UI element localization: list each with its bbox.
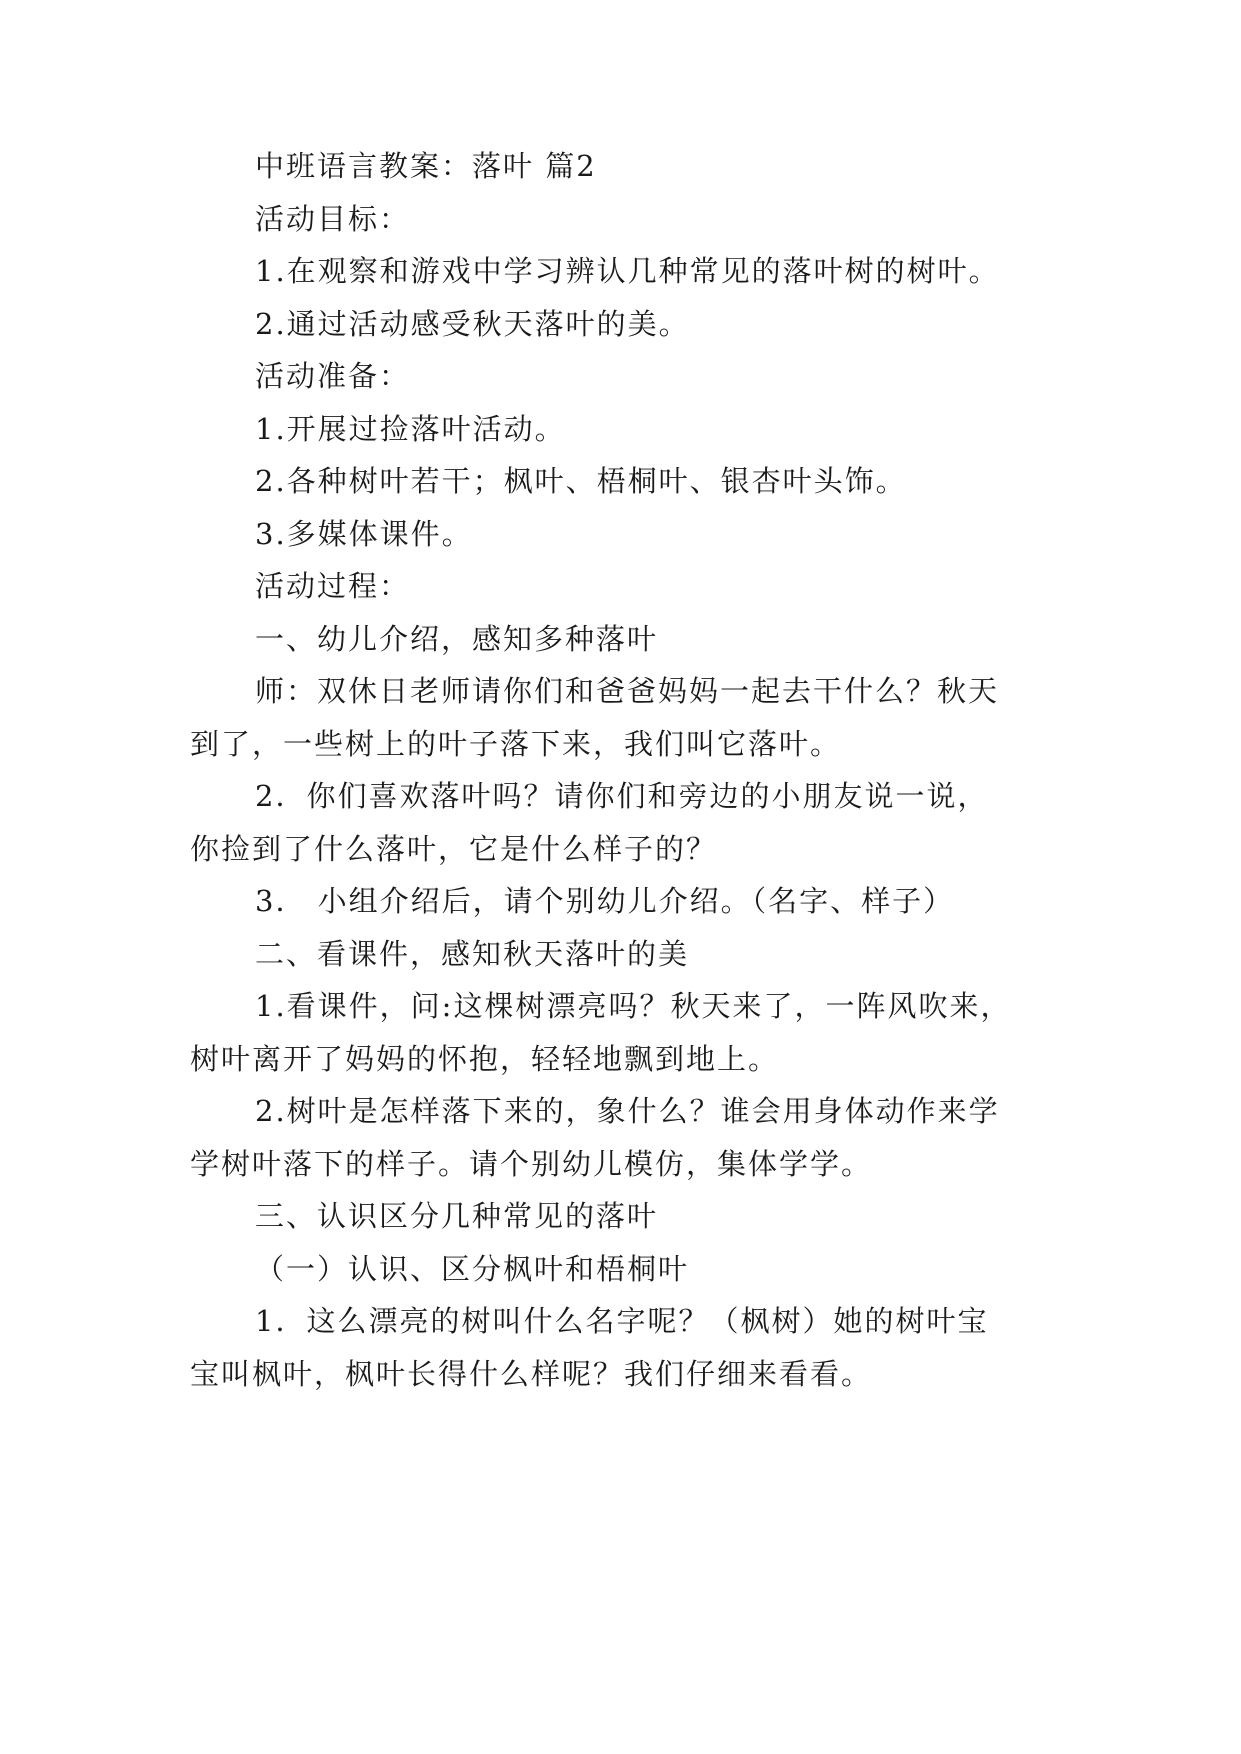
paragraph-line: 师：双休日老师请你们和爸爸妈妈一起去干什么？秋天 bbox=[255, 674, 1000, 708]
subsection-heading: 二、看课件，感知秋天落叶的美 bbox=[255, 937, 690, 971]
paragraph-line: 2.通过活动感受秋天落叶的美。 bbox=[255, 307, 690, 341]
paragraph-line: 3． 小组介绍后，请个别幼儿介绍。（名字、样子） bbox=[255, 884, 955, 918]
subsection-heading: （一）认识、区分枫叶和梧桐叶 bbox=[255, 1252, 690, 1286]
section-heading: 活动准备： bbox=[255, 359, 411, 393]
paragraph-line: 2.各种树叶若干；枫叶、梧桐叶、银杏叶头饰。 bbox=[255, 464, 907, 498]
paragraph-line: 2.树叶是怎样落下来的，象什么？谁会用身体动作来学 bbox=[255, 1094, 1000, 1128]
document-title: 中班语言教案：落叶 篇2 bbox=[255, 149, 597, 183]
section-heading: 活动过程： bbox=[255, 569, 411, 603]
paragraph-line: 1．这么漂亮的树叫什么名字呢？（枫树）她的树叶宝 bbox=[255, 1304, 989, 1338]
paragraph-line: 1.开展过捡落叶活动。 bbox=[255, 412, 566, 446]
section-heading: 活动目标： bbox=[255, 202, 411, 236]
paragraph-line: 到了，一些树上的叶子落下来，我们叫它落叶。 bbox=[190, 727, 842, 761]
paragraph-line: 宝叫枫叶，枫叶长得什么样呢？我们仔细来看看。 bbox=[190, 1357, 873, 1391]
paragraph-line: 1.在观察和游戏中学习辨认几种常见的落叶树的树叶。 bbox=[255, 254, 1000, 288]
paragraph-line: 树叶离开了妈妈的怀抱，轻轻地飘到地上。 bbox=[190, 1042, 780, 1076]
subsection-heading: 三、认识区分几种常见的落叶 bbox=[255, 1199, 659, 1233]
paragraph-line: 3.多媒体课件。 bbox=[255, 517, 473, 551]
paragraph-line: 你捡到了什么落叶，它是什么样子的？ bbox=[190, 832, 718, 866]
paragraph-line: 2．你们喜欢落叶吗？请你们和旁边的小朋友说一说， bbox=[255, 779, 989, 813]
subsection-heading: 一、幼儿介绍，感知多种落叶 bbox=[255, 622, 659, 656]
paragraph-line: 学树叶落下的样子。请个别幼儿模仿，集体学学。 bbox=[190, 1147, 873, 1181]
paragraph-line: 1.看课件，问:这棵树漂亮吗？秋天来了，一阵风吹来， bbox=[255, 989, 1012, 1023]
